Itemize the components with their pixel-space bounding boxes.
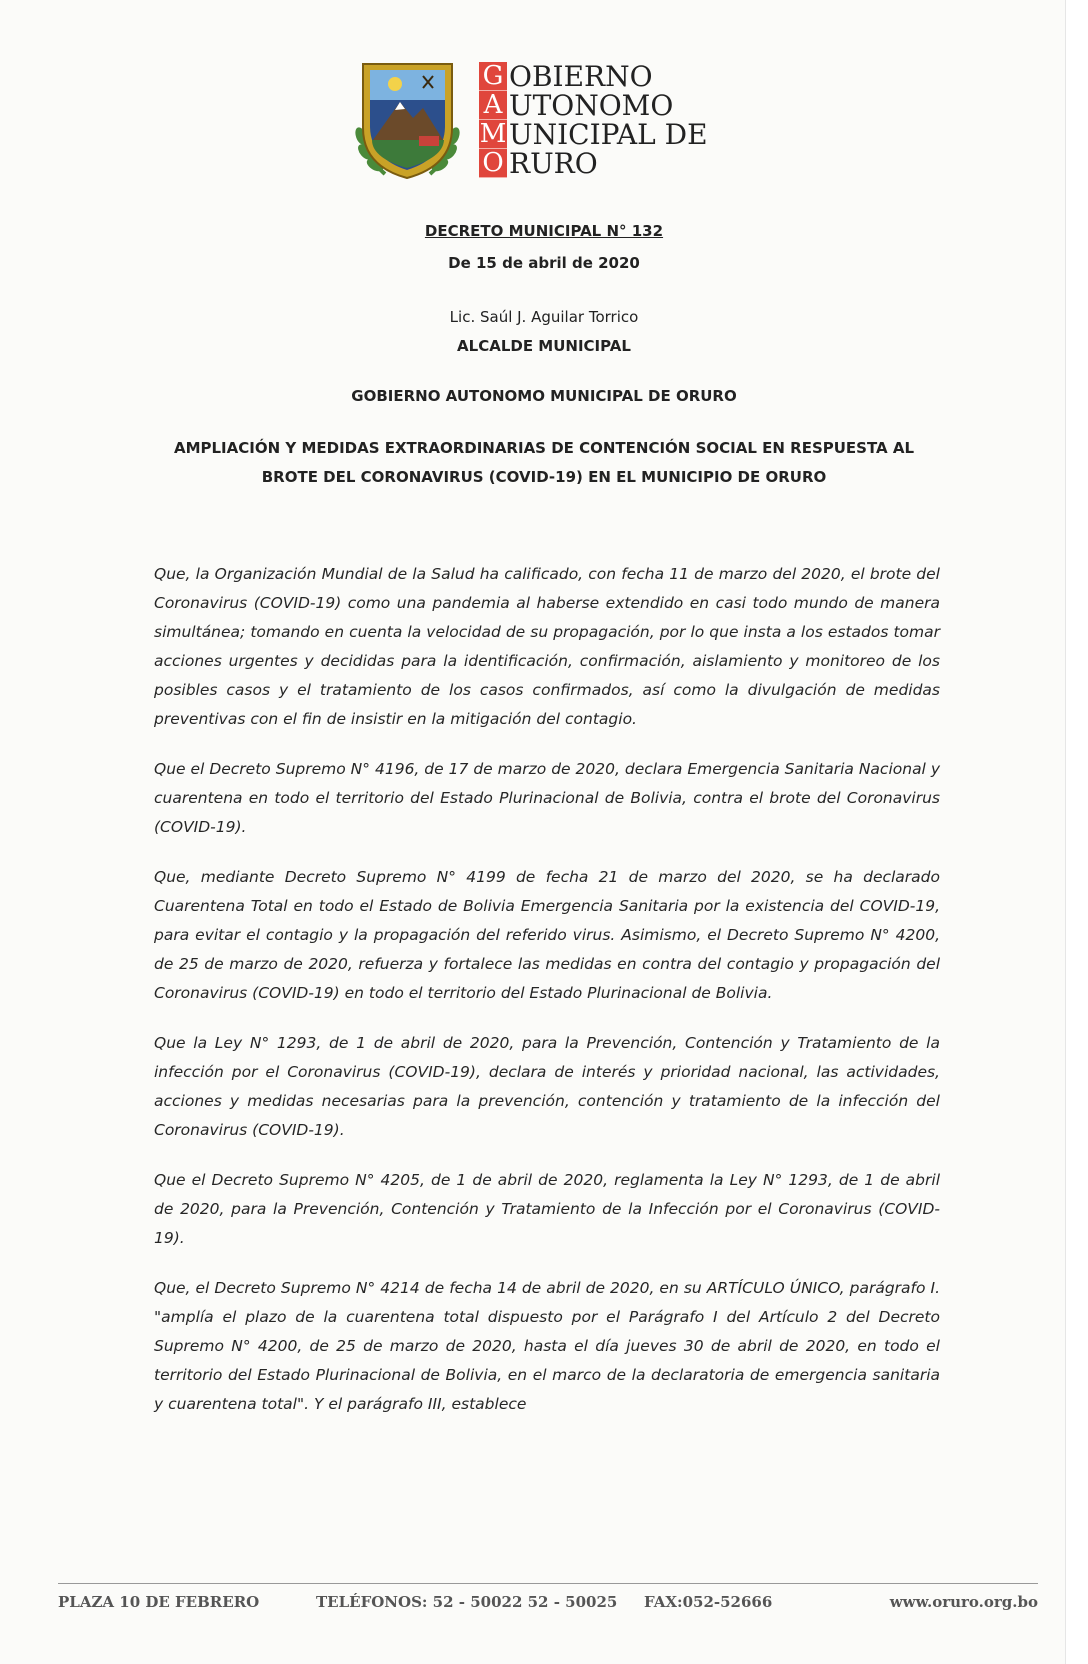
- footer-website: www.oruro.org.bo: [889, 1593, 1038, 1611]
- logo-row: [479, 149, 708, 178]
- subject-line: AMPLIACIÓN Y MEDIDAS EXTRAORDINARIAS DE CONTENCIÓN SOCIAL EN RESPUESTA AL: [173, 439, 915, 457]
- whereas-paragraph: Que, mediante Decreto Supremo N° 4199 de fecha 21 de marzo del 2020, se ha declarado Cuarentena Total en todo el Estado de Bolivia Emergencia Sanitaria por la existencia del COVID-19, para evitar el contagio y la propagación del referido virus. Asimismo, el Decreto Supremo N° 4200, de 25 de marzo de 2020, refuerza y fortalece las medidas en contra del contagio y propagación del Coronavirus (COVID-19) en todo el territorio del Estado Plurinacional de Bolivia.: [154, 868, 940, 1002]
- footer-address: PLAZA 10 DE FEBRERO: [58, 1593, 260, 1611]
- footer-divider: [58, 1583, 1038, 1584]
- whereas-paragraph: Que el Decreto Supremo N° 4196, de 17 de marzo de 2020, declara Emergencia Sanitaria Nacional y cuarentena en todo el territorio del Estado Plurinacional de Bolivia, contra el brote del Coronavirus (COVID-19).: [154, 760, 940, 836]
- decree-date: De 15 de abril de 2020: [448, 254, 640, 272]
- subject-line: BROTE DEL CORONAVIRUS (COVID-19) EN EL MUNICIPIO DE ORURO: [261, 468, 827, 486]
- decree-title: DECRETO MUNICIPAL N° 132: [424, 222, 664, 240]
- logo-row: [479, 91, 708, 120]
- logo-row: [479, 120, 708, 149]
- logo-initial: G: [479, 62, 507, 91]
- decree-body: [154, 560, 940, 1440]
- whereas-paragraph: Que el Decreto Supremo N° 4205, de 1 de abril de 2020, reglamenta la Ley N° 1293, de 1 de abril de 2020, para la Prevención, Contención y Tratamiento de la Infección por el Coronavirus (COVID-19).: [154, 1171, 940, 1247]
- logo-word: UNICIPAL DE: [509, 118, 708, 151]
- logo-initial: A: [479, 91, 507, 120]
- logo-word: RURO: [509, 147, 598, 180]
- mayor-title: ALCALDE MUNICIPAL: [457, 337, 631, 355]
- mayor-name: Lic. Saúl J. Aguilar Torrico: [449, 308, 639, 326]
- footer-phones: TELÉFONOS: 52 - 50022 52 - 50025: [316, 1593, 618, 1611]
- logo-text: [479, 62, 708, 178]
- coat-of-arms-icon: [345, 58, 470, 188]
- letterhead: [345, 58, 765, 188]
- footer-fax: FAX:052-52666: [644, 1593, 773, 1611]
- whereas-paragraph: Que, la Organización Mundial de la Salud ha calificado, con fecha 11 de marzo del 2020, el brote del Coronavirus (COVID-19) como una pandemia al haberse extendido en casi todo mundo de manera simultánea; tomando en cuenta la velocidad de su propagación, por lo que insta a los estados tomar acciones urgentes y decididas para la identificación, confirmación, aislamiento y monitoreo de los posibles casos y el tratamiento de los casos confirmados, así como la divulgación de medidas preventivas con el fin de insistir en la mitigación del contagio.: [154, 565, 940, 728]
- whereas-paragraph: Que la Ley N° 1293, de 1 de abril de 2020, para la Prevención, Contención y Tratamiento de la infección por el Coronavirus (COVID-19), declara de interés y prioridad nacional, las actividades, acciones y medidas necesarias para la prevención, contención y tratamiento de la infección del Coronavirus (COVID-19).: [154, 1034, 940, 1139]
- page-edge: [1065, 0, 1088, 1664]
- logo-row: [479, 62, 708, 91]
- decree-subject: [0, 434, 1088, 492]
- logo-initial: M: [479, 119, 507, 149]
- whereas-paragraph: Que, el Decreto Supremo N° 4214 de fecha 14 de abril de 2020, en su ARTÍCULO ÚNICO, parágrafo I. "amplía el plazo de la cuarentena total dispuesto por el Parágrafo I del Artículo 2 del Decreto Supremo N° 4200, de 25 de marzo de 2020, hasta el día jueves 30 de abril de 2020, en todo el territorio del Estado Plurinacional de Bolivia, en el marco de la declaratoria de emergencia sanitaria y cuarentena total". Y el parágrafo III, establece: [154, 1279, 940, 1413]
- logo-initial: O: [479, 149, 507, 178]
- logo-word: UTONOMO: [509, 89, 674, 122]
- logo-word: OBIERNO: [509, 60, 653, 93]
- footer: [58, 1593, 1038, 1617]
- government-name: GOBIERNO AUTONOMO MUNICIPAL DE ORURO: [351, 387, 737, 405]
